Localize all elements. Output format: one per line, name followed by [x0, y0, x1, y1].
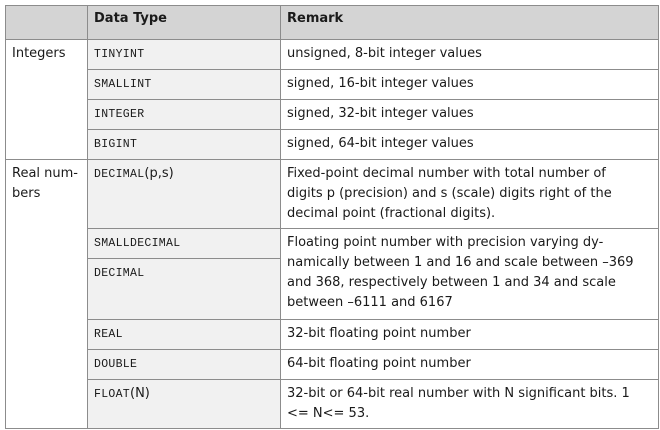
type-tinyint: TINYINT: [94, 48, 145, 61]
group-integers: Integers: [6, 40, 88, 160]
remark-cell: unsigned, 8-bit integer values: [281, 40, 659, 70]
remark-float-n-line1: 32-bit or 64-bit real number with N significant bits. 1: [287, 386, 630, 401]
remark-decimal-ps-line1: Fixed-point decimal number with total number of: [287, 166, 606, 181]
data-types-table: [5, 5, 659, 429]
table-row-decimal-ps: [6, 160, 659, 229]
table-row-double: [6, 350, 659, 380]
group-real-numbers-line1: Real num-: [12, 166, 78, 181]
data-type-cell: [88, 350, 281, 380]
data-type-cell: [88, 70, 281, 100]
table-row-smallint: [6, 70, 659, 100]
remark-floating-line3: and 368, respectively between 1 and 34 and scale: [287, 275, 616, 290]
remark-cell: signed, 16-bit integer values: [281, 70, 659, 100]
remark-floating-line4: between –6111 and 6167: [287, 295, 453, 310]
data-type-cell: [88, 259, 281, 320]
remark-float-n-line2: <= N<= 53.: [287, 406, 370, 421]
data-types-table-wrapper: [5, 5, 659, 429]
type-float-n: FLOAT: [94, 388, 131, 401]
data-type-cell: [88, 320, 281, 350]
remark-cell: 64-bit floating point number: [281, 350, 659, 380]
data-type-cell: [88, 100, 281, 130]
header-data-type: Data Type: [88, 6, 281, 40]
table-row-float-n: [6, 380, 659, 429]
data-type-cell: [88, 130, 281, 160]
remark-cell: 32-bit floating point number: [281, 320, 659, 350]
type-smalldecimal: SMALLDECIMAL: [94, 237, 181, 250]
type-real: REAL: [94, 328, 123, 341]
remark-floating-line1: Floating point number with precision varying dy-: [287, 235, 604, 250]
type-bigint: BIGINT: [94, 138, 138, 151]
type-double: DOUBLE: [94, 358, 138, 371]
type-decimal-ps: DECIMAL: [94, 168, 145, 181]
header-category: [6, 6, 88, 40]
remark-decimal-ps-line3: decimal point (fractional digits).: [287, 206, 496, 221]
header-remark: Remark: [281, 6, 659, 40]
data-type-cell: [88, 40, 281, 70]
remark-cell: [281, 380, 659, 429]
remark-cell-floating: [281, 229, 659, 320]
remark-cell: [281, 160, 659, 229]
group-real-numbers-line2: bers: [12, 186, 41, 201]
table-row-smalldecimal: [6, 229, 659, 259]
remark-decimal-ps-line2: digits p (precision) and s (scale) digits right of the: [287, 186, 612, 201]
data-type-cell: [88, 229, 281, 259]
type-decimal: DECIMAL: [94, 267, 145, 280]
table-row-integer: [6, 100, 659, 130]
remark-floating-line2: namically between 1 and 16 and scale between –369: [287, 255, 634, 270]
data-type-cell: [88, 380, 281, 429]
table-row-real: [6, 320, 659, 350]
type-smallint: SMALLINT: [94, 78, 152, 91]
type-decimal-ps-args: (p,s): [144, 166, 174, 181]
data-type-cell: [88, 160, 281, 229]
group-real-numbers: [6, 160, 88, 429]
table-header-row: [6, 6, 659, 40]
remark-cell: signed, 64-bit integer values: [281, 130, 659, 160]
remark-cell: signed, 32-bit integer values: [281, 100, 659, 130]
table-row-tinyint: [6, 40, 659, 70]
table-row-bigint: [6, 130, 659, 160]
type-integer: INTEGER: [94, 108, 145, 121]
type-float-n-args: (N): [130, 386, 150, 401]
